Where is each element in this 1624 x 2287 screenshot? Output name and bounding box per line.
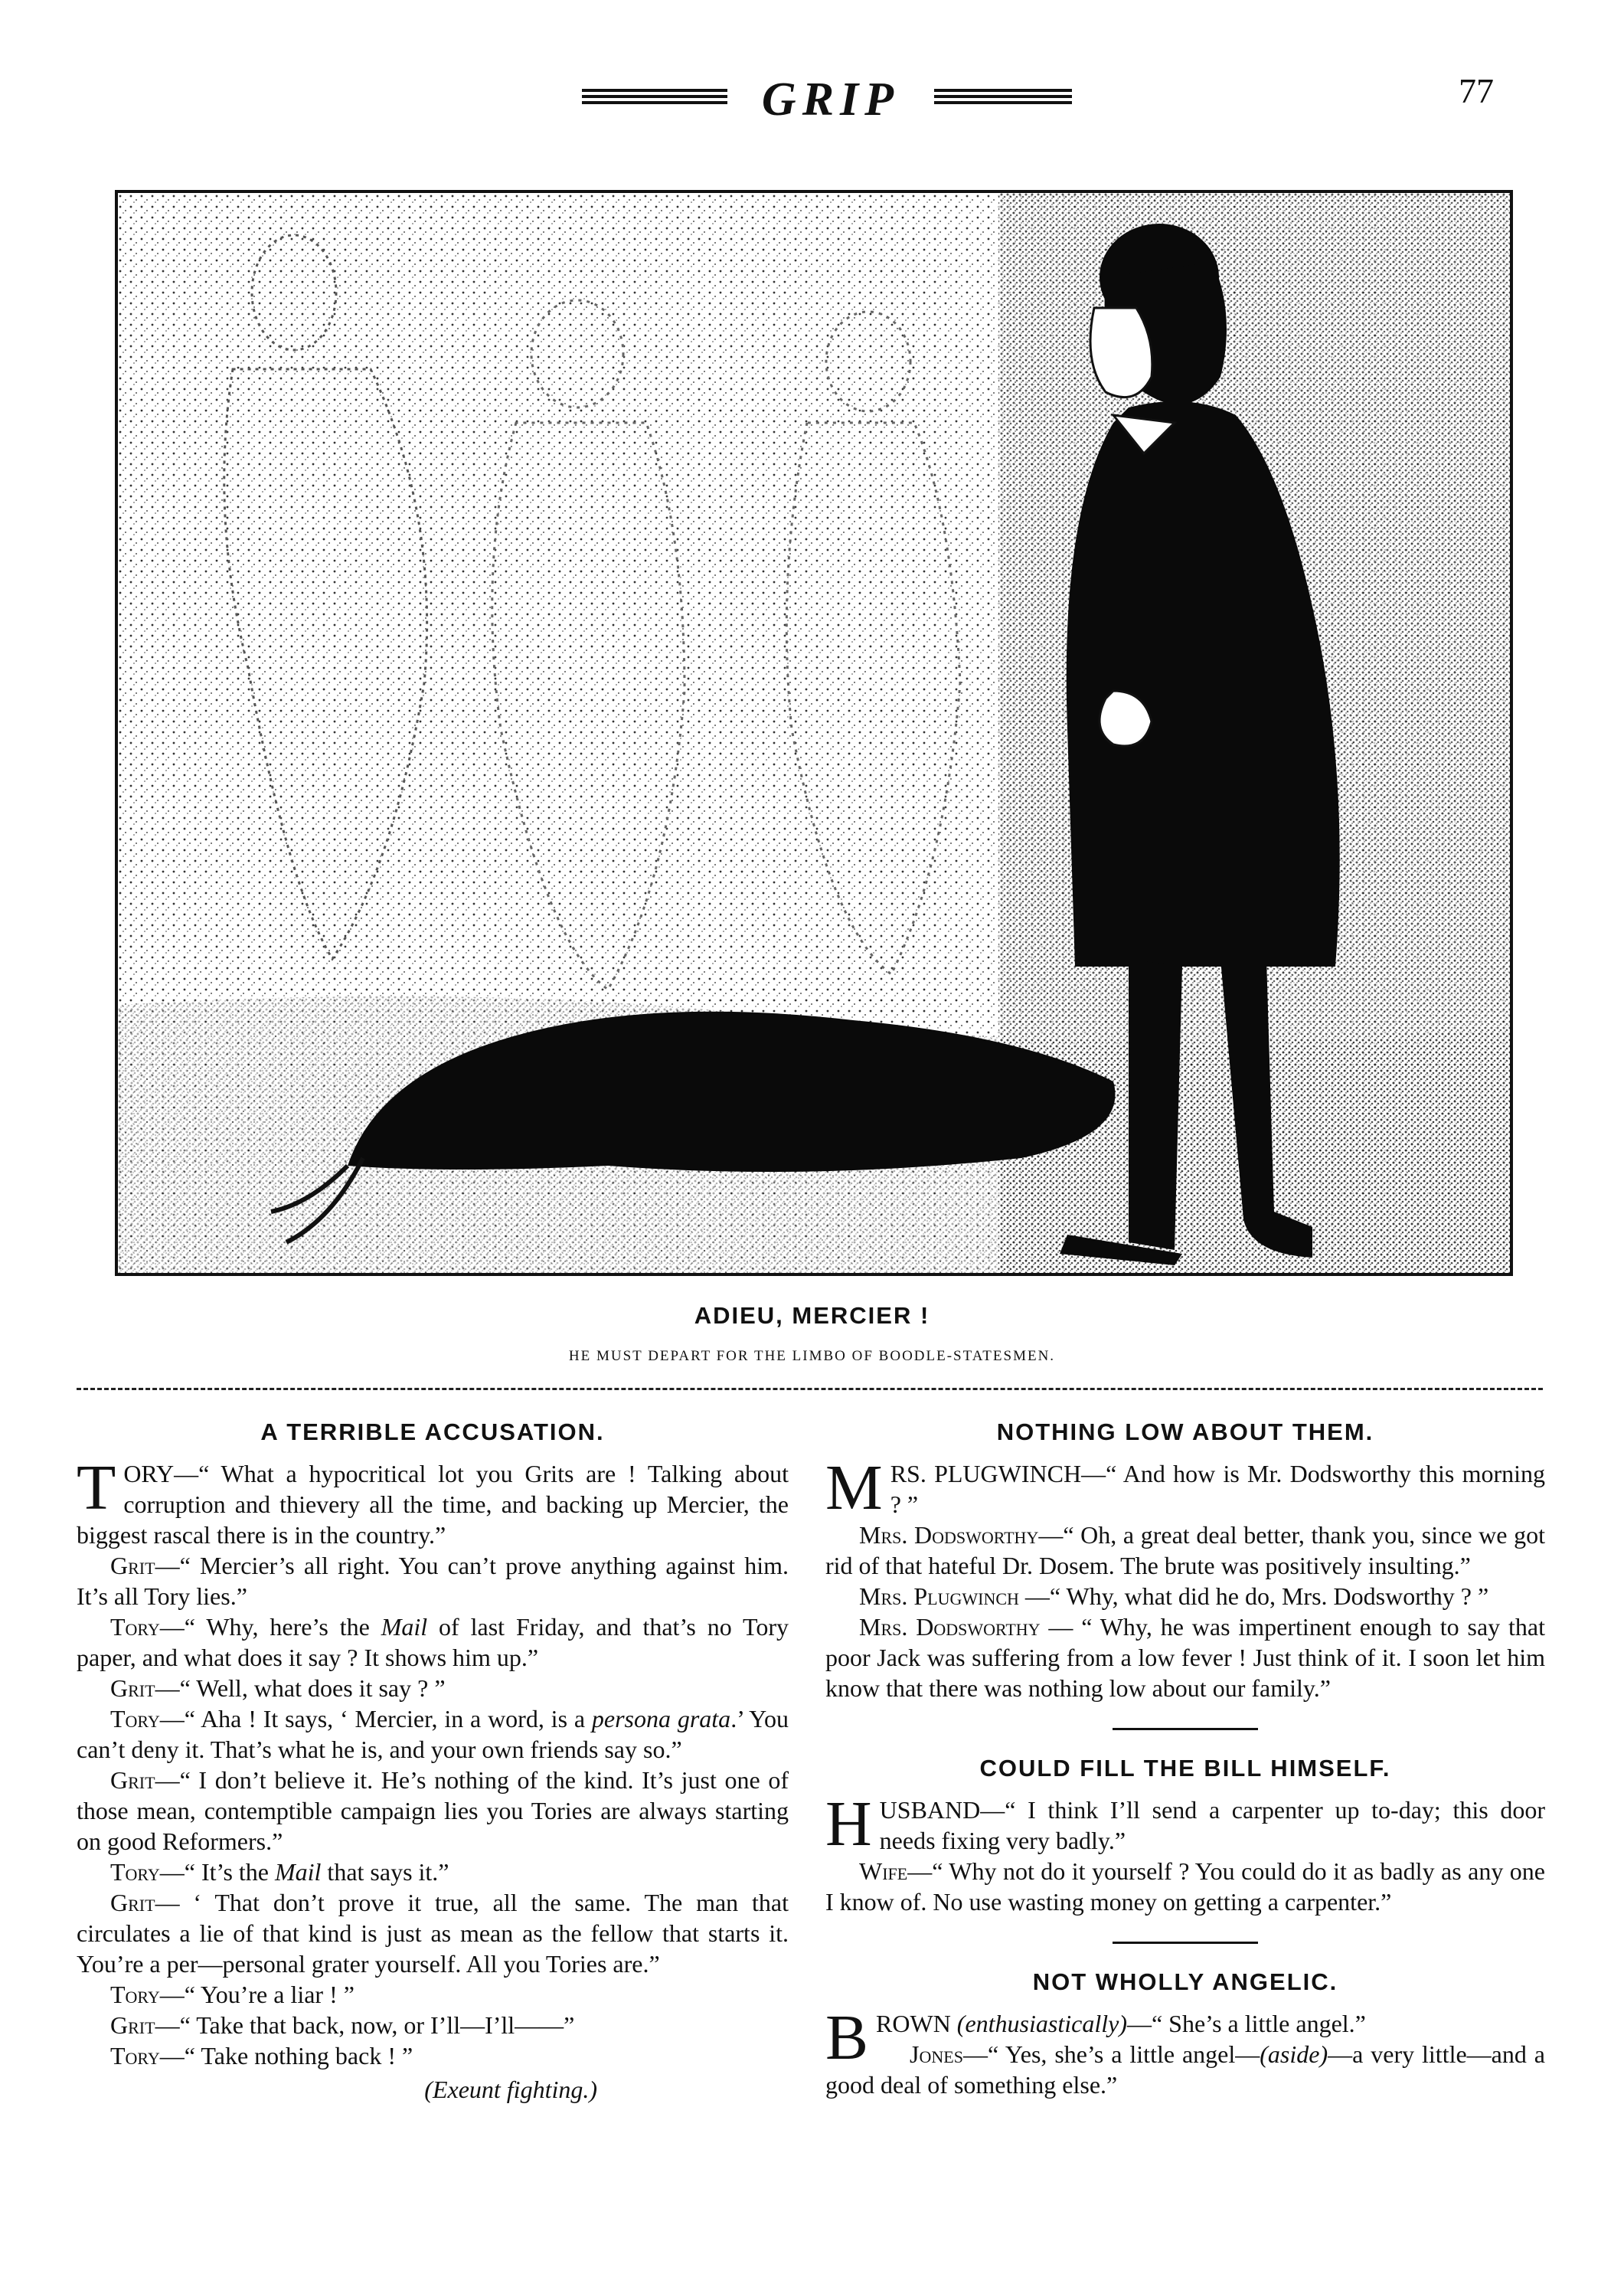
stage-direction: (Exeunt fighting.) <box>424 2076 597 2103</box>
speaker: Grit <box>110 1766 155 1794</box>
masthead-rule-left <box>582 89 727 112</box>
dialogue: —“ Yes, she’s a little angel— <box>962 2040 1260 2068</box>
dialogue: —“ She’s a little angel.” <box>1126 2010 1366 2037</box>
speaker: Tory <box>110 1613 160 1641</box>
paragraph <box>77 2010 789 2040</box>
speaker: ORY <box>123 1460 175 1487</box>
dialogue: —a very little—and a good deal of something else.” <box>825 2040 1546 2099</box>
dialogue: —“ Take that back, now, or I’ll—I’ll——” <box>155 2011 575 2039</box>
section-divider <box>1113 1942 1258 1944</box>
masthead-rule-right <box>934 89 1072 112</box>
dialogue: —“ And how is Mr. Dodsworthy this morning ? ” <box>890 1460 1546 1518</box>
dialogue: —“ Well, what does it say ? ” <box>155 1674 446 1702</box>
dialogue: —“ Take nothing back ! ” <box>159 2042 413 2069</box>
paragraph <box>77 2040 789 2071</box>
cartoon-caption-title: ADIEU, MERCIER ! <box>694 1302 930 1329</box>
paragraph <box>77 1703 789 1765</box>
right-column <box>825 1417 1545 2100</box>
paragraph <box>77 1611 789 1673</box>
speaker: Grit <box>110 1889 155 1916</box>
speaker: ROWN <box>876 2010 951 2037</box>
publication-title: GRIP <box>761 74 900 126</box>
dialogue: .’ You can’t deny it. That’s what he is, and your own friends say so.” <box>77 1705 789 1763</box>
article-terrible-accusation <box>77 1417 789 2105</box>
paragraph <box>825 1788 1545 1860</box>
cartoon-drawing <box>118 193 1510 1273</box>
dialogue: —“ It’s the <box>159 1858 275 1886</box>
cartoon-illustration <box>115 190 1513 1276</box>
speaker: Mrs. Dodsworthy <box>859 1613 1041 1641</box>
paragraph <box>77 1765 789 1857</box>
paragraph <box>825 1452 1546 1523</box>
paragraph <box>825 1520 1545 1581</box>
speaker: Mrs. Dodsworthy <box>859 1521 1039 1549</box>
paragraph <box>825 1611 1545 1703</box>
dialogue: — ‘ That don’t prove it true, all the same. The man that circulates a lie of that kind is just as mean as the fellow that starts it. You’re a per—personal grater yourself. All you Tories are.” <box>77 1889 789 1978</box>
speaker: Grit <box>110 1552 155 1579</box>
article-heading: NOTHING LOW ABOUT THEM. <box>996 1418 1374 1445</box>
paragraph <box>825 1856 1545 1917</box>
dialogue: that says it.” <box>321 1858 449 1886</box>
speaker: Grit <box>110 1674 155 1702</box>
paragraph <box>77 1857 789 1887</box>
page-number: 77 <box>1459 71 1494 110</box>
dialogue: —“ Oh, a great deal better, thank you, since we got rid of that hateful Dr. Dosem. The brute was positively insulting.” <box>825 1521 1546 1579</box>
paragraph <box>77 1673 789 1703</box>
dialogue: —“ What a hypocritical lot you Grits are ! Talking about corruption and thievery all the time, and backing up Mercier, the biggest rascal there is in the country.” <box>77 1460 789 1549</box>
speaker: Tory <box>110 1858 160 1886</box>
latin-phrase: persona grata <box>591 1705 731 1732</box>
newspaper-name: Mail <box>381 1613 428 1641</box>
newspaper-name: Mail <box>274 1858 322 1886</box>
dialogue: —“ You’re a liar ! ” <box>159 1981 355 2008</box>
paragraph <box>77 1452 789 1550</box>
speaker: Mrs. Plugwinch <box>859 1582 1019 1610</box>
dialogue: of last Friday, and that’s no Tory paper, and what does it say ? It shows him up.” <box>77 1613 789 1671</box>
stage-direction: (aside) <box>1260 2040 1328 2068</box>
speaker: Grit <box>110 2011 155 2039</box>
section-divider <box>1113 1728 1258 1730</box>
drop-cap: T <box>77 1452 116 1523</box>
dialogue: —“ I don’t believe it. He’s nothing of the kind. It’s just one of those mean, contemptible campaign lies you Tories are always starting on good Reformers.” <box>77 1766 789 1855</box>
drop-cap: M <box>825 1452 883 1523</box>
speaker: Tory <box>110 1981 160 2008</box>
dialogue: —“ Why, what did he do, Mrs. Dodsworthy ? ” <box>1018 1582 1489 1610</box>
caption-divider <box>77 1388 1543 1390</box>
speaker: Tory <box>110 1705 160 1732</box>
cartoon-caption-subtitle: HE MUST DEPART FOR THE LIMBO OF BOODLE-STATESMEN. <box>568 1348 1056 1364</box>
article-heading: COULD FILL THE BILL HIMSELF. <box>979 1755 1391 1782</box>
speaker: Tory <box>110 2042 160 2069</box>
paragraph <box>825 1581 1545 1611</box>
masthead <box>582 69 1072 138</box>
dialogue: —“ Why not do it yourself ? You could do it as badly as any one I know of. No use wasting money on getting a carpenter.” <box>825 1857 1545 1916</box>
drop-cap: B <box>825 2002 869 2073</box>
dialogue: —“ Mercier’s all right. You can’t prove anything against him. It’s all Tory lies.” <box>77 1552 789 1610</box>
drop-cap: H <box>825 1788 872 1860</box>
paragraph <box>77 1550 789 1611</box>
dialogue: —“ Aha ! It says, ‘ Mercier, in a word, is a <box>159 1705 592 1732</box>
speaker: Jones <box>910 2040 963 2068</box>
article-heading: NOT WHOLLY ANGELIC. <box>1032 1968 1338 1995</box>
dialogue: — “ Why, he was impertinent enough to say that poor Jack was suffering from a low fever ! Just think of it. I soon let him know that there was nothing low about our family.” <box>825 1613 1546 1702</box>
stage-direction: (enthusiastically) <box>956 2010 1127 2037</box>
dialogue: —“ I think I’ll send a carpenter up to-day; this door needs fixing very badly.” <box>879 1796 1545 1854</box>
speaker: RS. PLUGWINCH <box>890 1460 1082 1487</box>
paragraph <box>825 2039 1545 2100</box>
speaker: USBAND <box>879 1796 981 1824</box>
paragraph <box>77 1887 789 1979</box>
dialogue: —“ Why, here’s the <box>159 1613 381 1641</box>
paragraph <box>77 1979 789 2010</box>
article-heading: A TERRIBLE ACCUSATION. <box>260 1418 605 1445</box>
speaker: Wife <box>859 1857 908 1885</box>
